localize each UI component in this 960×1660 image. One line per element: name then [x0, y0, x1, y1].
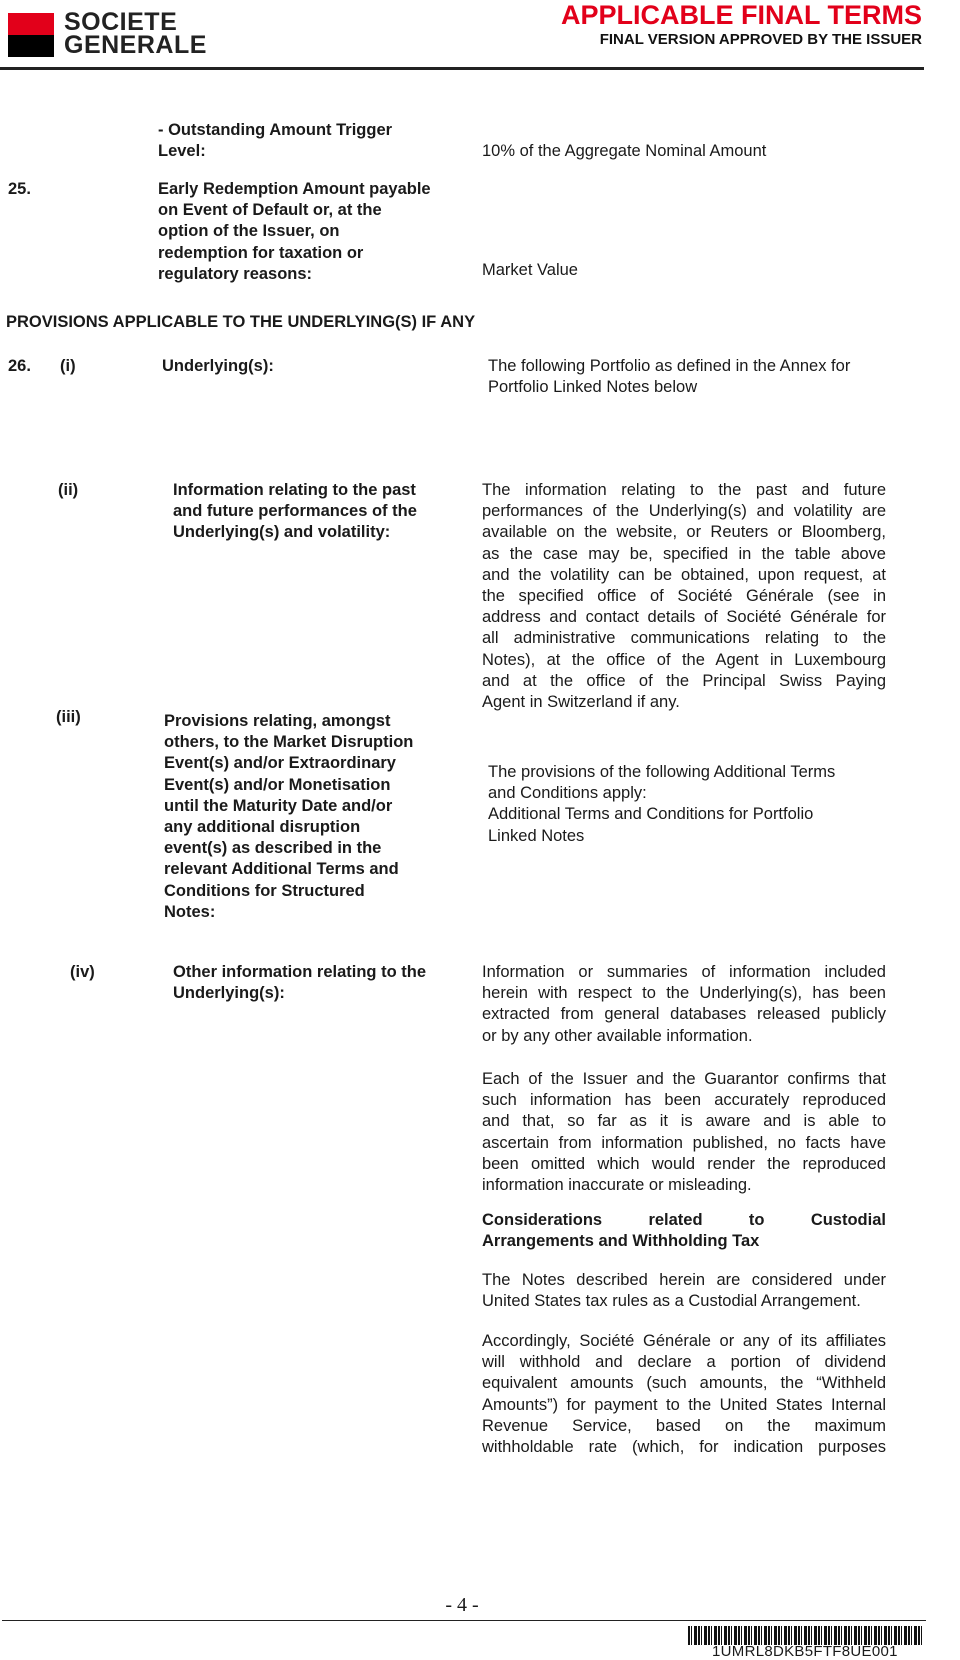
item-iv-para4-line: will withhold and declare a portion of dividend	[482, 1353, 886, 1372]
custodial-heading-line: Arrangements and Withholding Tax	[482, 1232, 760, 1251]
item-ii-value-line: The information relating to the past and future	[482, 481, 886, 499]
custodial-heading	[482, 1210, 886, 1252]
item-iv-para3-line: United States tax rules as a Custodial Arrangement.	[482, 1292, 861, 1311]
item-iv-para2-line: information inaccurate or misleading.	[482, 1176, 752, 1195]
item-ii-label	[173, 480, 417, 544]
item-iv-label-line: Other information relating to the	[173, 963, 427, 981]
item-iv-para2-line: Each of the Issuer and the Guarantor confirms that	[482, 1070, 886, 1088]
item-iii-label-line: Event(s) and/or Extraordinary	[164, 754, 396, 773]
item-ii-value-line: as the case may be, specified in the table above	[482, 544, 886, 563]
item-iii-value	[488, 762, 835, 847]
item-iii-label	[164, 711, 413, 923]
item-25-label-line: option of the Issuer, on	[158, 222, 340, 241]
item-iv-para4-line: equivalent amounts (such amounts, the “Withheld	[482, 1374, 886, 1393]
item-iii-label-line: event(s) as described in the	[164, 839, 382, 858]
item-iii-value-line: Additional Terms and Conditions for Portfolio	[488, 805, 814, 824]
item-iv-para1-line: Information or summaries of information included	[482, 963, 886, 981]
item-26-sub: (i)	[60, 357, 76, 375]
item-25-label-line: regulatory reasons:	[158, 264, 313, 283]
item-iv-paragraph-1	[482, 962, 886, 1047]
item-iii-label-line: Provisions relating, amongst	[164, 712, 391, 730]
document-code: 1UMRL8DKB5FTF8UE001	[712, 1643, 898, 1660]
item-ii-value	[482, 480, 886, 713]
logo-wordmark	[64, 8, 207, 59]
logo-line1: SOCIETE	[64, 8, 178, 36]
societe-generale-logo-icon	[8, 13, 54, 57]
outstanding-trigger-value: 10% of the Aggregate Nominal Amount	[482, 142, 767, 160]
outstanding-trigger-label-line: - Outstanding Amount Trigger	[158, 121, 393, 139]
item-25-label-line: on Event of Default or, at the	[158, 201, 382, 220]
item-25-label-line: Early Redemption Amount payable	[158, 180, 431, 198]
item-iv-para4-line: Amounts”) for payment to the United States Internal	[482, 1395, 886, 1414]
item-ii-value-line: available on the website, or Reuters or Bloomberg,	[482, 523, 886, 542]
outstanding-trigger-label-line: Level:	[158, 142, 206, 161]
item-ii-value-line: address and contact details of Société Générale for	[482, 608, 886, 627]
item-iii-sub: (iii)	[56, 708, 81, 726]
item-iv-para4-line: Revenue Service, based on the maximum	[482, 1416, 886, 1435]
item-ii-value-line: and at the office of the Principal Swiss Paying	[482, 671, 886, 690]
item-ii-value-line: the specified office of Société Générale (see in	[482, 587, 886, 606]
logo-line2: GENERALE	[64, 31, 207, 59]
item-ii-sub: (ii)	[58, 481, 79, 499]
item-iv-para2-line: such information has been accurately reproduced	[482, 1091, 886, 1110]
item-iv-sub: (iv)	[70, 963, 95, 981]
item-26-value	[488, 356, 850, 398]
item-iv-para1-line: extracted from general databases released publicly	[482, 1005, 886, 1024]
item-iii-value-line: Linked Notes	[488, 826, 585, 845]
item-25-label-line: redemption for taxation or	[158, 243, 364, 262]
item-25-label	[158, 179, 431, 285]
item-iii-label-line: Notes:	[164, 902, 216, 921]
item-ii-value-line: all administrative communications relating to the	[482, 629, 886, 648]
item-26-value-line: Portfolio Linked Notes below	[488, 378, 698, 397]
item-iv-para1-line: herein with respect to the Underlying(s), has been	[482, 984, 886, 1003]
item-ii-value-line: Notes), at the office of the Agent in Luxembourg	[482, 650, 886, 669]
item-iv-paragraph-3	[482, 1270, 886, 1312]
item-26-label: Underlying(s):	[162, 357, 274, 375]
item-iv-paragraph-2	[482, 1069, 886, 1196]
header-divider	[0, 67, 924, 70]
item-iv-para4-line: withholdable rate (which, for indication purposes	[482, 1438, 886, 1457]
footer-divider	[2, 1620, 926, 1621]
item-ii-label-line: and future performances of the	[173, 502, 417, 521]
item-iv-para4-line: Accordingly, Société Générale or any of its affiliates	[482, 1332, 886, 1350]
item-iv-para2-line: and that, so far as it is aware and is able to	[482, 1112, 886, 1131]
item-iv-paragraph-4	[482, 1331, 886, 1458]
item-iii-label-line: Conditions for Structured	[164, 881, 365, 900]
item-ii-label-line: Underlying(s) and volatility:	[173, 523, 391, 542]
item-25-number: 25.	[8, 180, 31, 198]
item-ii-label-line: Information relating to the past	[173, 481, 416, 499]
item-iii-value-line: and Conditions apply:	[488, 784, 647, 803]
item-iv-para2-line: been omitted which would render the reproduced	[482, 1154, 886, 1173]
item-iii-value-line: The provisions of the following Additional Terms	[488, 763, 836, 781]
item-iii-label-line: Event(s) and/or Monetisation	[164, 775, 391, 794]
item-26-number: 26.	[8, 357, 31, 375]
item-iii-label-line: until the Maturity Date and/or	[164, 796, 393, 815]
item-26-value-line: The following Portfolio as defined in the Annex for	[488, 357, 851, 375]
section-heading: PROVISIONS APPLICABLE TO THE UNDERLYING(S) IF ANY	[6, 313, 476, 331]
item-ii-value-line: and the volatility can be obtained, upon request, at	[482, 565, 886, 584]
item-25-value: Market Value	[482, 261, 578, 279]
item-iv-label	[173, 962, 426, 1004]
page-number: - 4 -	[445, 1594, 479, 1616]
item-iv-para3-line: The Notes described herein are considered under	[482, 1271, 886, 1289]
item-iv-label-line: Underlying(s):	[173, 984, 285, 1003]
item-iii-label-line: others, to the Market Disruption	[164, 733, 414, 752]
custodial-heading-line: Considerations related to Custodial	[482, 1211, 886, 1229]
item-ii-value-line: performances of the Underlying(s) and volatility are	[482, 502, 886, 521]
item-iv-para2-line: ascertain from information published, no facts have	[482, 1133, 886, 1152]
item-ii-value-line: Agent in Switzerland if any.	[482, 693, 680, 712]
document-title: APPLICABLE FINAL TERMS	[560, 0, 922, 30]
outstanding-trigger-label	[158, 120, 392, 162]
item-iii-label-line: any additional disruption	[164, 818, 361, 837]
item-iii-label-line: relevant Additional Terms and	[164, 860, 399, 879]
document-subtitle: FINAL VERSION APPROVED BY THE ISSUER	[599, 31, 922, 48]
item-iv-para1-line: or by any other available information.	[482, 1026, 753, 1045]
